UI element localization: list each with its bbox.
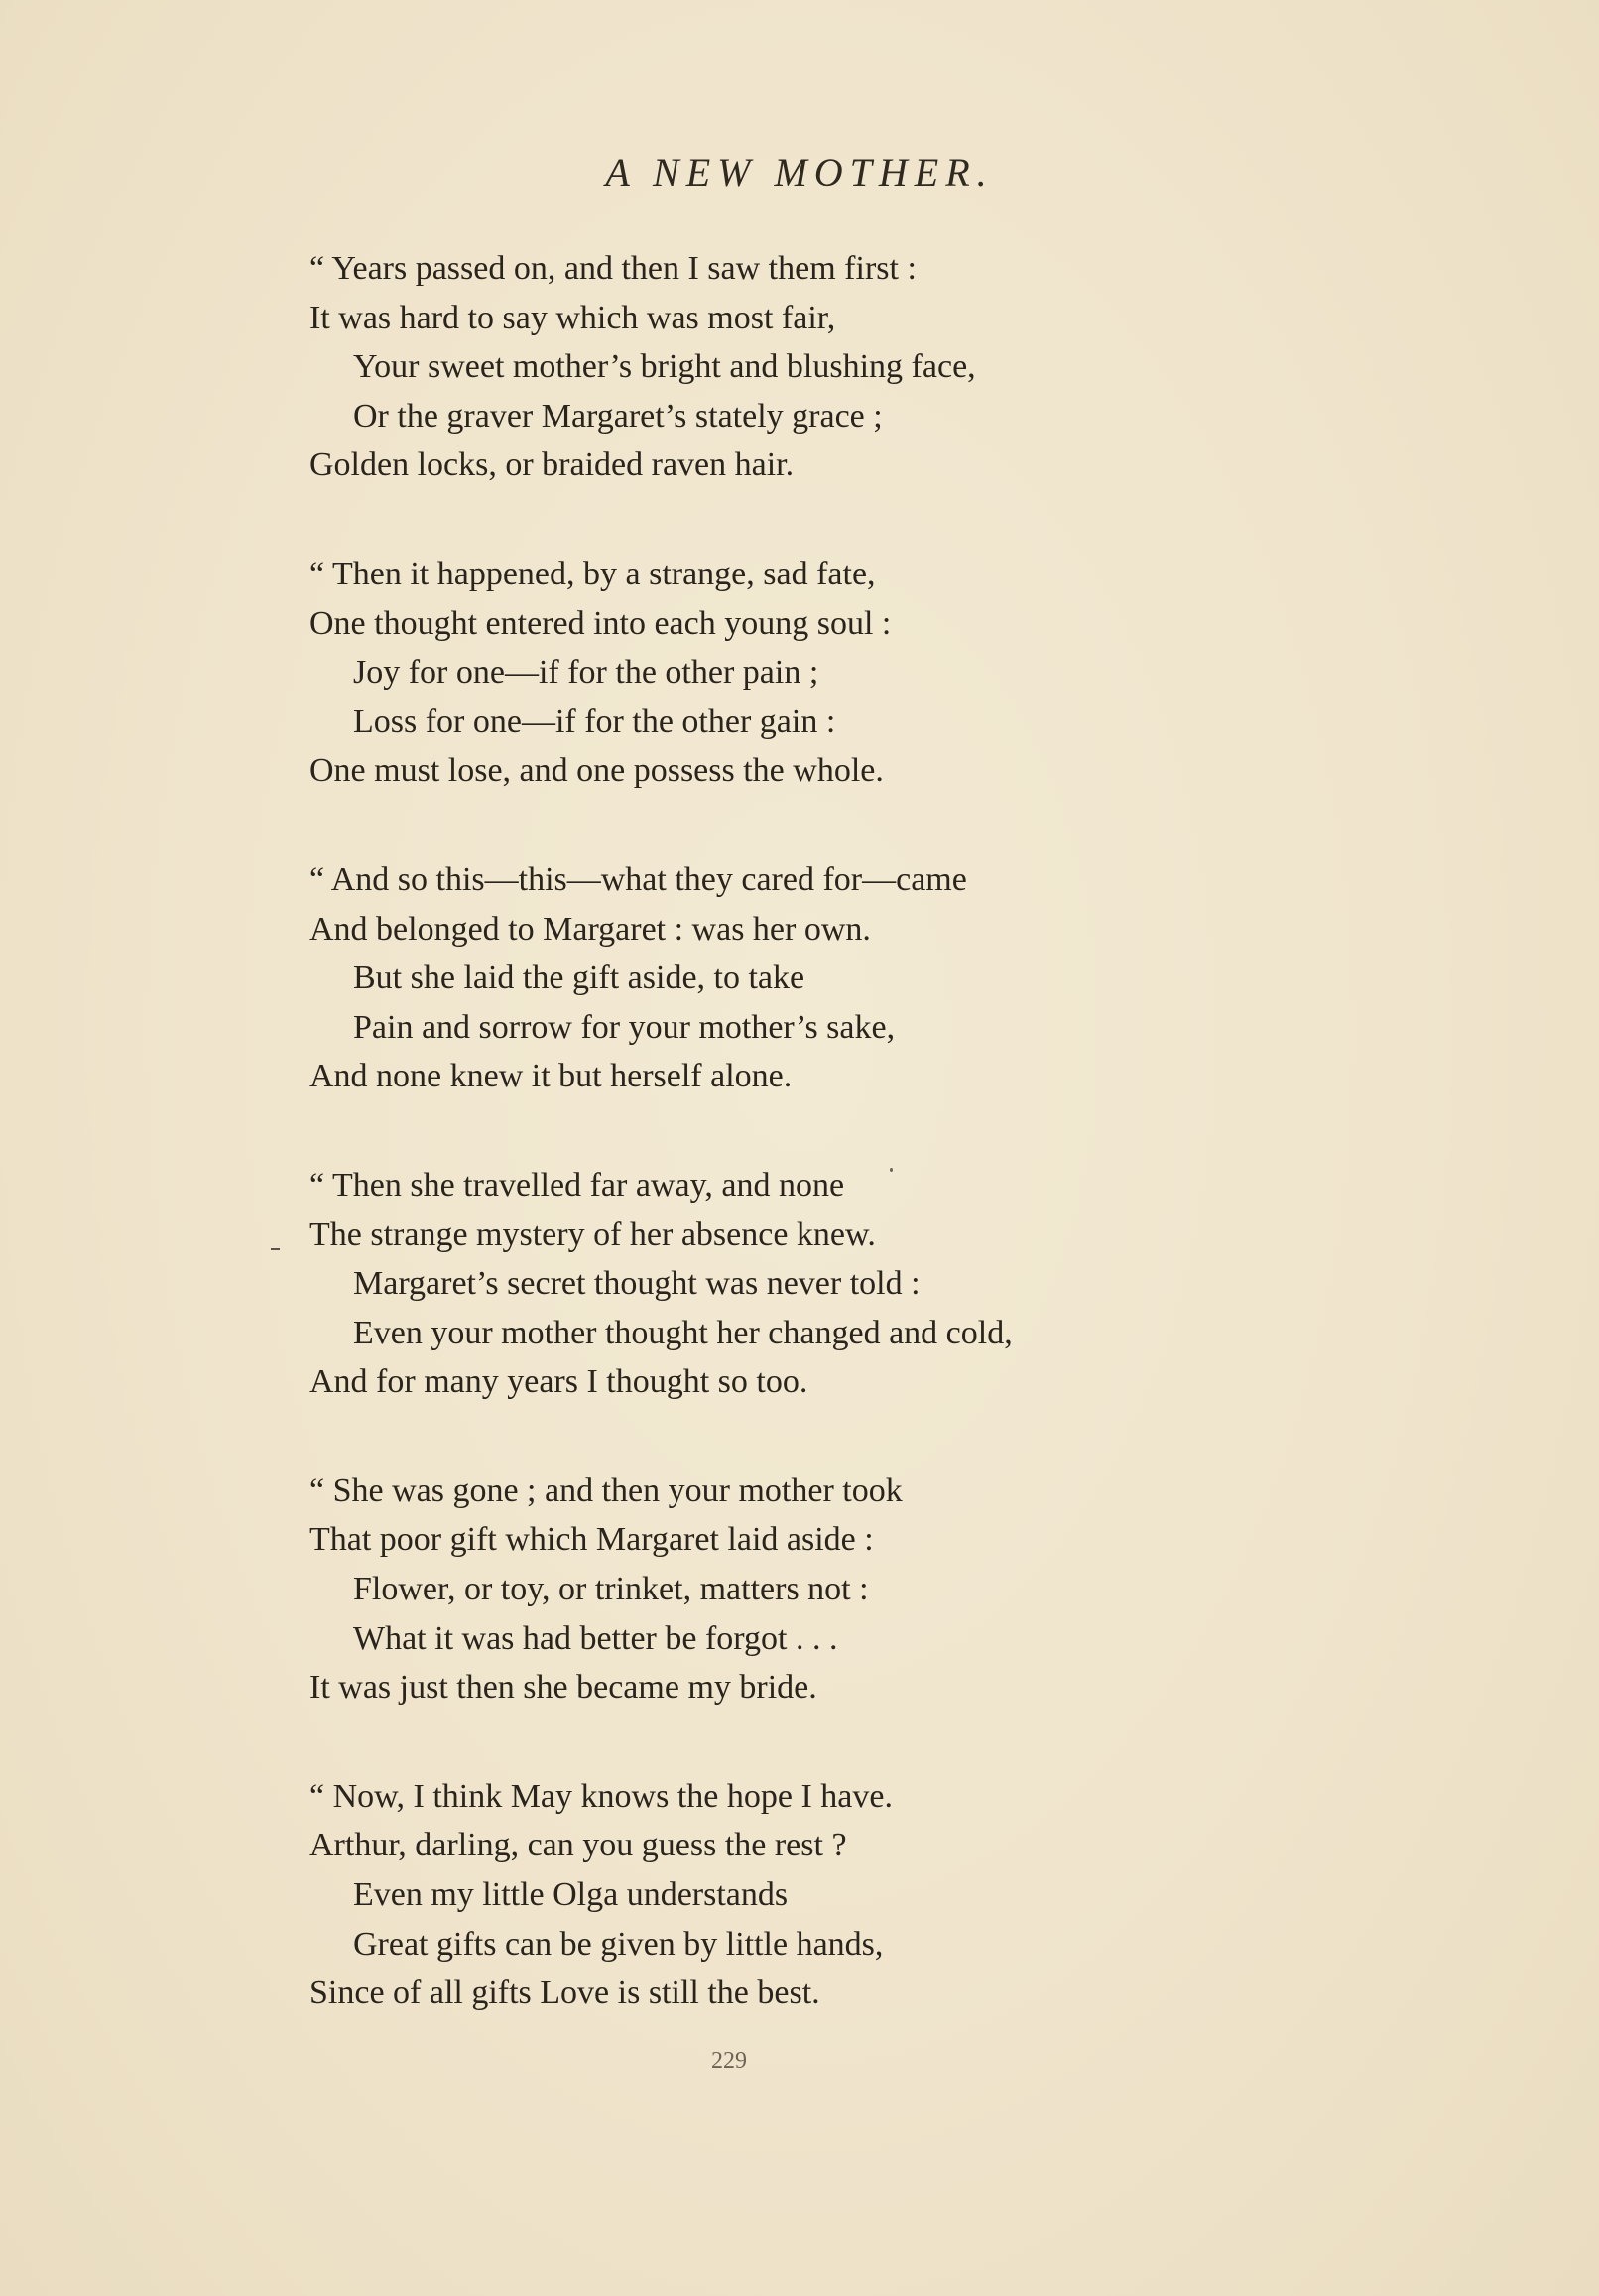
poem-line: One thought entered into each young soul : bbox=[309, 604, 892, 642]
poem-line: Joy for one—if for the other pain ; bbox=[353, 654, 819, 692]
stanza bbox=[309, 244, 1301, 490]
poem-line: That poor gift which Margaret laid aside : bbox=[309, 1521, 874, 1559]
poem-line: And belonged to Margaret : was her own. bbox=[309, 910, 871, 948]
stanza bbox=[309, 1772, 1301, 2018]
poem-line: Your sweet mother’s bright and blushing face, bbox=[353, 348, 976, 386]
stanza bbox=[309, 1161, 1301, 1407]
poem-line: Pain and sorrow for your mother’s sake, bbox=[353, 1008, 896, 1046]
poem-line: Even my little Olga understands bbox=[353, 1876, 789, 1914]
poem-line: It was just then she became my bride. bbox=[309, 1669, 817, 1707]
poem-line: But she laid the gift aside, to take bbox=[353, 959, 805, 997]
poem-line: The strange mystery of her absence knew. bbox=[309, 1215, 876, 1253]
poem-line: “ She was gone ; and then your mother took bbox=[309, 1471, 903, 1509]
poem-line: “ And so this—this—what they cared for—came bbox=[309, 860, 967, 898]
stanza bbox=[309, 550, 1301, 796]
poem-line: And none knew it but herself alone. bbox=[309, 1058, 793, 1095]
poem-line: Since of all gifts Love is still the best. bbox=[309, 1975, 820, 2012]
poem-line: Golden locks, or braided raven hair. bbox=[309, 446, 795, 484]
poem-line: Great gifts can be given by little hands, bbox=[353, 1925, 884, 1963]
margin-mark bbox=[271, 1248, 280, 1250]
poem-line: “ Now, I think May knows the hope I have. bbox=[309, 1777, 893, 1815]
page-number: 229 bbox=[711, 2048, 747, 2074]
poem-line: “ Then it happened, by a strange, sad fate, bbox=[309, 555, 876, 592]
running-head: A NEW MOTHER. bbox=[605, 150, 994, 194]
poem-line: “ Years passed on, and then I saw them first : bbox=[309, 250, 917, 287]
poem-line: “ Then she travelled far away, and none bbox=[309, 1166, 845, 1204]
poem bbox=[309, 244, 1301, 2078]
poem-line: Even your mother thought her changed and cold, bbox=[353, 1314, 1013, 1351]
poem-line: Arthur, darling, can you guess the rest ? bbox=[309, 1827, 847, 1864]
paper-speck bbox=[890, 1168, 893, 1172]
poem-line: Or the graver Margaret’s stately grace ; bbox=[353, 397, 883, 435]
stanza bbox=[309, 855, 1301, 1101]
poem-line: Loss for one—if for the other gain : bbox=[353, 702, 836, 740]
poem-line: Flower, or toy, or trinket, matters not : bbox=[353, 1571, 869, 1608]
poem-line: It was hard to say which was most fair, bbox=[309, 299, 836, 336]
poem-line: One must lose, and one possess the whole. bbox=[309, 752, 884, 790]
poem-line: And for many years I thought so too. bbox=[309, 1363, 808, 1401]
poem-line: What it was had better be forgot . . . bbox=[353, 1619, 838, 1657]
stanza bbox=[309, 1467, 1301, 1713]
poem-line: Margaret’s secret thought was never told : bbox=[353, 1265, 921, 1303]
